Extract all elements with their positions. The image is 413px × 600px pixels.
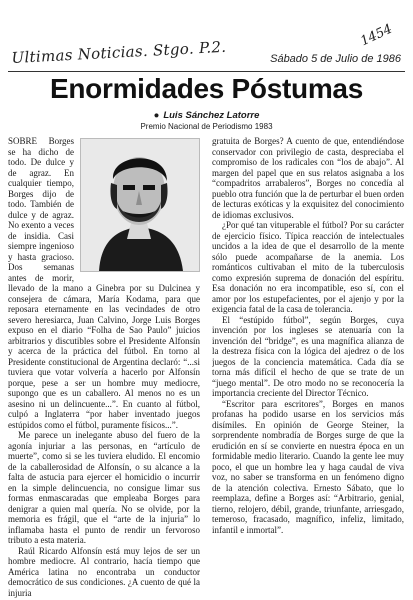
article-title: Enormidades Póstumas bbox=[50, 73, 363, 104]
article-column-left bbox=[8, 136, 200, 600]
bullet-icon: ● bbox=[153, 110, 160, 121]
article-column-right bbox=[212, 136, 404, 600]
handwritten-source-note: Ultimas Noticias. Stgo. P.2. bbox=[11, 37, 227, 67]
paragraph: ¿Por qué tan vituperable el fútbol? Por su carácter de ejercicio físico. Típica reacción de intelectuales uncidos a la idea de que el desarrollo de la mente sólo puede acompañarse de la anemia. Los románticos cultivaban el mito de la tuberculosis como expresión suprema de donación del espíritu. Esa donación no era incompatible, eso sí, con el amor por los estupefacientes, por el ajenjo y por la exigencia fatal de la casa de tolerancia. bbox=[212, 220, 404, 314]
author-name: Luis Sánchez Latorre bbox=[163, 110, 260, 121]
author-credit: Premio Nacional de Periodismo 1983 bbox=[140, 122, 273, 131]
header-rule bbox=[8, 71, 405, 72]
paragraph: El “estúpido fútbol”, según Borges, cuya invención por los ingleses se atenuaría con la invención del “bridge”, es una magnífica alianza de la destreza física con la lógica del ajedrez o de los juegos de la conciencia matemática. Cada día se torna más difícil el hecho de que se trate de un “juego mental”. De otro modo no se reconocería la importancia creciente del Director Técnico. bbox=[212, 314, 404, 398]
paragraph: gratuita de Borges? A cuento de que, entendiéndose conservador con privilegio de casta, despreciaba el compromiso de los radicales con “los de abajo”. Al margen del papel que en sus relatos asignaba a los “compadritos arrabaleros”, Borges no concedía al pueblo otra función que la de perturbar el buen orden de lecturas exóticas y la exquisitez del conocimiento de idiomas exclusivos. bbox=[212, 136, 404, 220]
paragraph: “Escritor para escritores”, Borges en manos profanas ha podido usarse en los servicios más disímiles. En opinión de George Steiner, la sorprendente nombradía de Borges surge de que la erudición en sí se convierte en nuestra época en un formidable medio literario. Cuando la gente lee muy poco, el que un hombre lea y haga caudal de viva voz, no saber se transforma en un fenómeno digno de la atención colectiva. Ernesto Sábato, que lo reemplaza, define a Borges así: “Arbitrario, genial, tierno, relojero, débil, grande, triunfante, arriesgado, temeroso, fracasado, magnífico, infeliz, limitado, infantil e inmortal”. bbox=[212, 398, 404, 535]
author-portrait-photo bbox=[80, 138, 200, 272]
header-bar bbox=[8, 37, 405, 71]
paragraph: Me parece un inelegante abuso del fuero de la agonía injuriar a las personas, en “artículo de muerte”, como si se les tuviera eludido. El encomio de la caballerosidad de Alfonsín, o su alcance a la falta de astucia para ejercer el homicidio o incurrir en la simple delincuencia, no consigue limar sus formas enmascaradas que empleaba Borges para denigrar a quien mal quería. No se olvide, por la memoria es frágil, que el “arte de la injuria” lo inflamaba hasta el punto de rendir un fervoroso tributo a esta materia. bbox=[8, 430, 200, 545]
publication-date: Sábado 5 de Julio de 1986 bbox=[270, 53, 401, 65]
handwritten-corner-mark: 1454 bbox=[358, 21, 395, 50]
paragraph: SOBRE Borges se ha dicho de todo. De dulce y de agraz. En cualquier tiempo, Borges dijo de todo. También de dulce y de agraz. No exento a veces de insidia. Casi siempre ingenioso y hasta gracioso. Dos semanas antes de morir, llevado de la mano a Ginebra por su Dulcinea y consejera de cámara, María Kodama, para que reposara eternamente en las vecindades de otro severo heresiarca, Juan Calvino, Jorge Luis Borges expuso en el diario “Folha de Sao Paulo” juicios arbitrarios y discutibles sobre el Presidente Alfonsín y acerca de la práctica del fútbol. En torno al Presidente constitucional de Argentina declaró: “...si tuviera que votar volvería a hacerlo por Alfonsín porque, pese a ser un hombre muy mediocre, supongo que es un caballero. Al menos no es un asesino ni un delincuente...”. En cuanto al fútbol, culpó a Inglaterra “por haber inventado juegos estúpidos como el fútbol, puramente físicos...”. bbox=[8, 136, 200, 430]
byline bbox=[0, 110, 413, 121]
paragraph: Raúl Ricardo Alfonsín está muy lejos de ser un hombre mediocre. Al contrario, hacía tiempo que América latina no encontraba un conductor democrático de sus condiciones. ¿A cuento de qué la injuria bbox=[8, 545, 200, 598]
